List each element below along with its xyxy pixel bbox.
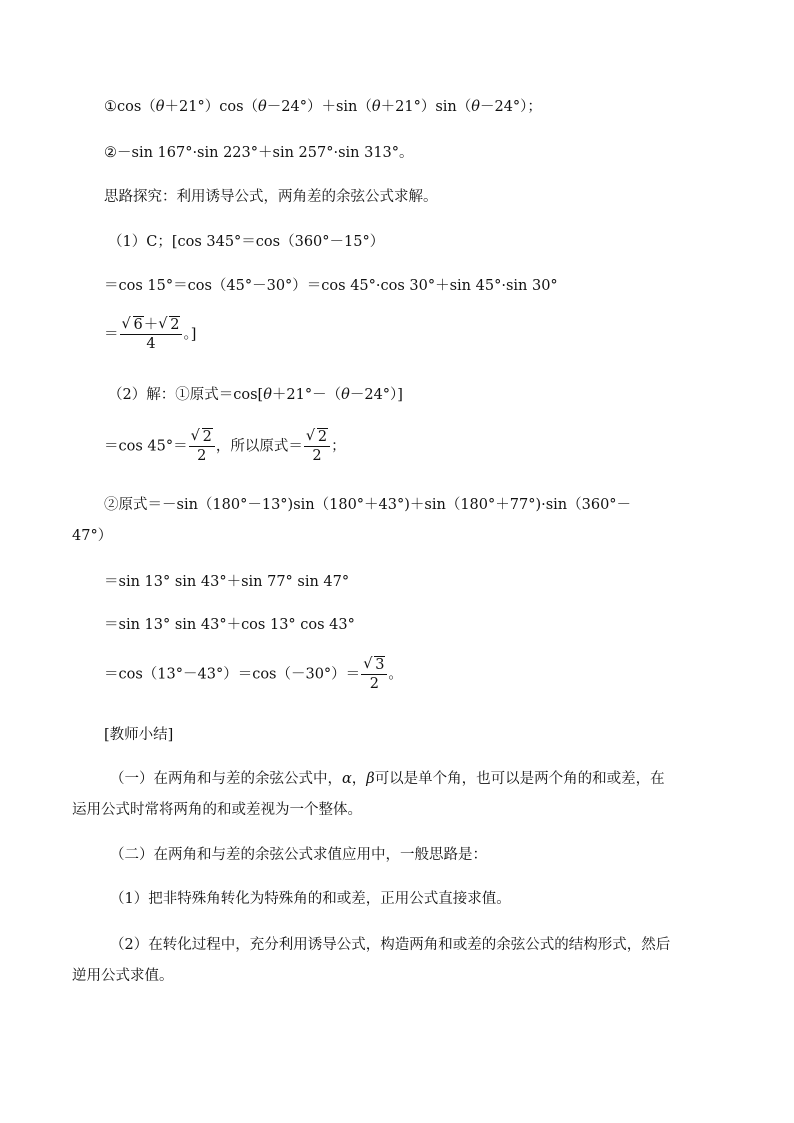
beta-symbol: β xyxy=(366,771,375,787)
solution-part-1-line-2: ＝cos 15°＝cos（45°－30°）＝cos 45°·cos 30°＋sin 45°·sin 30° xyxy=(104,278,558,294)
plus-sign: ＋ xyxy=(143,317,159,333)
summary-point-1-cont: 运用公式时常将两角的和或差视为一个整体。 xyxy=(72,802,362,818)
teacher-summary-heading: [教师小结] xyxy=(104,727,174,743)
sqrt xyxy=(191,428,213,446)
solution-part-2-result-1 xyxy=(104,428,346,465)
text-run: （2）解：①原式＝cos[ xyxy=(108,387,264,403)
fraction-denominator: 2 xyxy=(197,448,207,464)
summary-point-2-item-2: （2）在转化过程中，充分利用诱导公式，构造两角和或差的余弦公式的结构形式，然后 xyxy=(110,937,671,953)
text-run: ＋21°）cos（ xyxy=(164,99,259,115)
text-run: 。 xyxy=(388,666,403,683)
sqrt xyxy=(363,656,385,674)
radicand: 2 xyxy=(170,317,180,333)
text-run: －24°）； xyxy=(479,99,542,115)
text-run: 。] xyxy=(183,326,197,343)
text-run: ＋21°－（ xyxy=(271,387,342,403)
radicand: 2 xyxy=(317,429,328,445)
fraction-denominator: 2 xyxy=(312,448,322,464)
exercise-item-2: ②－sin 167°·sin 223°＋sin 257°·sin 313°。 xyxy=(104,145,414,161)
solution-part-2-step-3: ＝sin 13° sin 43°＋cos 13° cos 43° xyxy=(104,617,355,633)
solution-part-2-step-1: ②原式＝－sin（180°－13°)sin（180°＋43°)＋sin（180°＋77°)·sin（360°－ xyxy=(104,497,632,513)
theta-symbol: θ xyxy=(341,387,350,403)
text-run: －24°）] xyxy=(349,387,403,403)
solution-idea: 思路探究：利用诱导公式，两角差的余弦公式求解。 xyxy=(104,189,438,205)
sqrt xyxy=(122,316,144,334)
text-run: ＝ xyxy=(104,326,119,343)
text-run: ； xyxy=(331,438,346,455)
radicand: 3 xyxy=(375,657,385,673)
exercise-item-1 xyxy=(104,97,542,117)
fraction-numerator xyxy=(304,428,330,447)
theta-symbol: θ xyxy=(371,99,381,115)
text-run: ＝cos（13°－43°）＝cos（－30°）＝ xyxy=(104,666,361,683)
text-run: ，所以原式＝ xyxy=(215,438,303,455)
fraction-sqrt6-plus-sqrt2-over-4 xyxy=(120,316,183,353)
alpha-symbol: α xyxy=(342,771,352,787)
summary-point-2-item-1: （1）把非特殊角转化为特殊角的和或差，正用公式直接求值。 xyxy=(110,891,511,907)
text-run: ＝cos 45°＝ xyxy=(104,438,188,455)
summary-point-2: （二）在两角和与差的余弦公式求值应用中，一般思路是： xyxy=(110,847,487,863)
fraction-denominator: 4 xyxy=(146,336,156,352)
solution-part-1-result xyxy=(104,316,196,353)
fraction-denominator: 2 xyxy=(369,676,379,692)
fraction-sqrt3-over-2 xyxy=(361,656,387,693)
theta-symbol: θ xyxy=(263,387,272,403)
radicand: 6 xyxy=(133,317,143,333)
radicand: 2 xyxy=(202,429,212,445)
fraction-sqrt2-over-2 xyxy=(304,428,330,465)
summary-point-2-item-2-cont: 逆用公式求值。 xyxy=(72,968,174,984)
text-run: －24°）＋sin（ xyxy=(266,99,372,115)
fraction-numerator xyxy=(189,428,215,447)
solution-part-2-step-1-cont: 47°） xyxy=(72,528,113,544)
text-run: ①cos（ xyxy=(104,99,156,115)
solution-part-2-start xyxy=(108,385,403,405)
theta-symbol: θ xyxy=(155,99,165,115)
summary-point-1 xyxy=(110,769,665,789)
fraction-numerator xyxy=(120,316,183,335)
text-run: （一）在两角和与差的余弦公式中， xyxy=(110,771,342,787)
fraction-sqrt2-over-2 xyxy=(189,428,215,465)
text-run: ＋21°）sin（ xyxy=(380,99,472,115)
sqrt xyxy=(158,316,180,334)
sqrt xyxy=(306,428,328,446)
theta-symbol: θ xyxy=(258,99,267,115)
solution-part-2-step-4 xyxy=(104,656,403,693)
text-run: ， xyxy=(351,771,367,787)
fraction-numerator xyxy=(361,656,387,675)
text-run: 可以是单个角，也可以是两个角的和或差，在 xyxy=(374,771,665,787)
theta-symbol: θ xyxy=(471,99,480,115)
solution-part-1-start: （1）C；[cos 345°＝cos（360°－15°） xyxy=(108,234,385,250)
solution-part-2-step-2: ＝sin 13° sin 43°＋sin 77° sin 47° xyxy=(104,574,350,590)
